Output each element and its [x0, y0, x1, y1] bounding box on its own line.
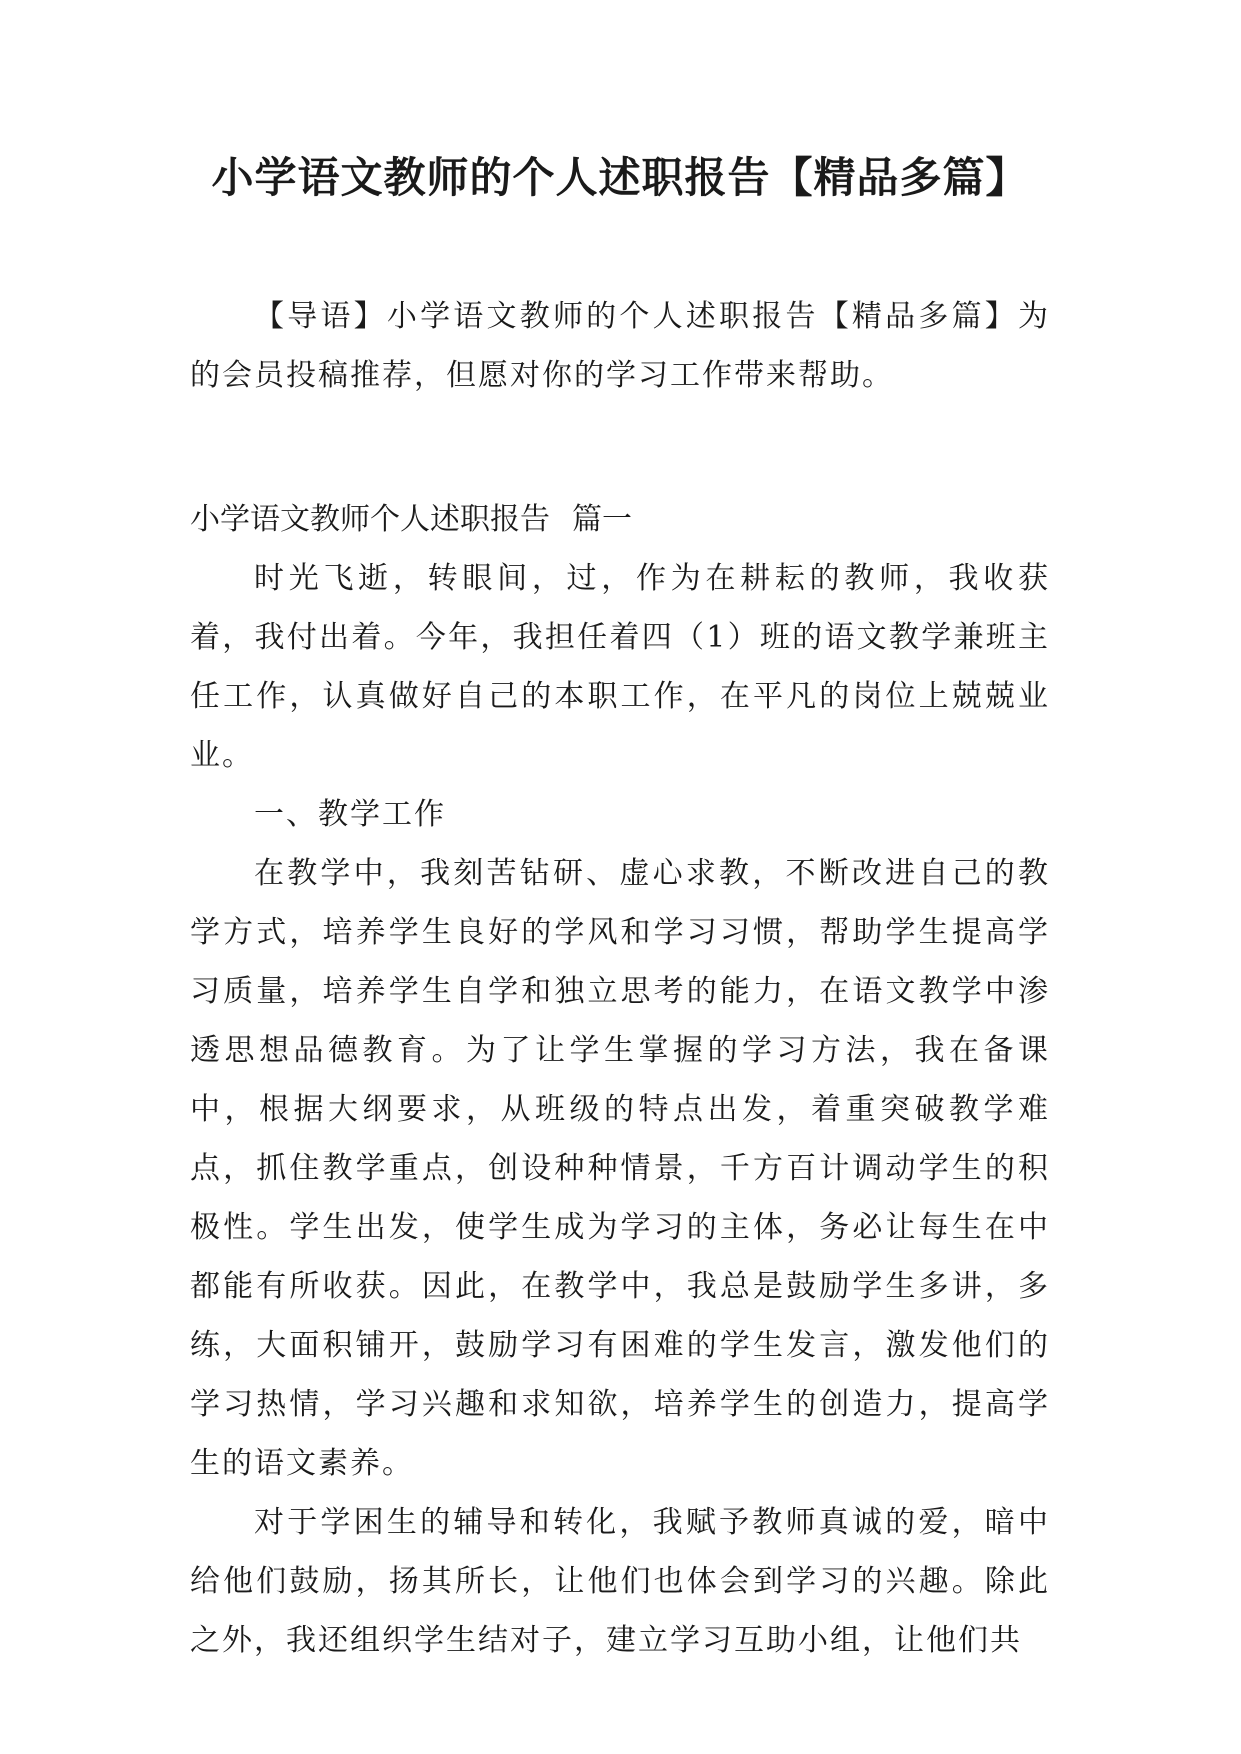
paragraph-tutoring: 对于学困生的辅导和转化，我赋予教师真诚的爱，暗中给他们鼓励，扬其所长，让他们也体会到学习的兴趣。除此之外，我还组织学生结对子，建立学习互助小组，让他们共 — [190, 1505, 1050, 1658]
paragraph-intro: 时光飞逝，转眼间，过，作为在耕耘的教师，我收获着，我付出着。今年，我担任着四（1）班的语文教学兼班主任工作，认真做好自己的本职工作，在平凡的岗位上兢兢业业。 — [190, 561, 1050, 773]
subheading-teaching-work: 一、教学工作 — [254, 797, 446, 832]
document-body — [190, 287, 1050, 1670]
section-label: 篇一 — [572, 502, 632, 537]
lead-paragraph: 【导语】小学语文教师的个人述职报告【精品多篇】为的会员投稿推荐，但愿对你的学习工作带来帮助。 — [190, 299, 1050, 393]
section-heading — [190, 490, 1050, 549]
document-title: 小学语文教师的个人述职报告【精品多篇】 — [211, 153, 1029, 202]
section-title: 小学语文教师个人述职报告 — [190, 502, 550, 537]
spacer — [190, 405, 1050, 490]
paragraph-teaching: 在教学中，我刻苦钻研、虚心求教，不断改进自己的教学方式，培养学生良好的学风和学习习惯，帮助学生提高学习质量，培养学生自学和独立思考的能力，在语文教学中渗透思想品德教育。为了让学生掌握的学习方法，我在备课中，根据大纲要求，从班级的特点出发，着重突破教学难点，抓住教学重点，创设种种情景，千方百计调动学生的积极性。学生出发，使学生成为学习的主体，务必让每生在中都能有所收获。因此，在教学中，我总是鼓励学生多讲，多练，大面积铺开，鼓励学习有困难的学生发言，激发他们的学习热情，学习兴趣和求知欲，培养学生的创造力，提高学生的语文素养。 — [190, 856, 1050, 1481]
